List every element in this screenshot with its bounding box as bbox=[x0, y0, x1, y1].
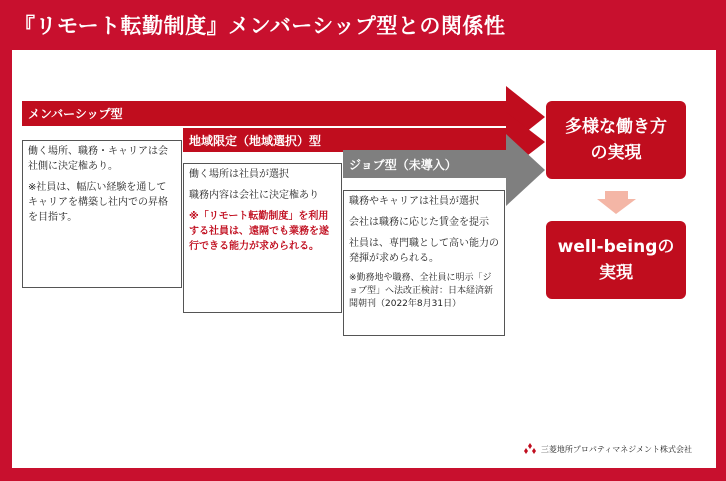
region-header: 地域限定（地域選択）型 bbox=[189, 133, 322, 148]
region-box bbox=[183, 163, 342, 313]
company-logo bbox=[523, 443, 692, 455]
page-title: 『リモート転勤制度』メンバーシップ型との関係性 bbox=[14, 14, 506, 38]
job-band bbox=[343, 150, 506, 178]
job-line-1: 職務やキャリアは社員が選択 bbox=[349, 196, 479, 207]
company-name: 三菱地所プロパティマネジメント株式会社 bbox=[540, 444, 692, 454]
result-line-2: 実現 bbox=[599, 263, 633, 283]
membership-band bbox=[22, 101, 506, 126]
membership-line-1: 働く場所、職務・キャリアは会社側に決定権あり。 bbox=[28, 146, 168, 172]
goal-line-2: の実現 bbox=[590, 143, 642, 163]
job-line-4: ※勤務地や職務、全社員に明示「ジョブ型」へ法改正検討：日本経済新聞朝刊（2022年8月31日） bbox=[349, 273, 494, 309]
region-line-3: ※「リモート転勤制度」を利用する社員は、遠隔でも業務を遂行できる能力が求められる。 bbox=[189, 211, 329, 252]
goal-line-1: 多様な働き方 bbox=[565, 117, 667, 137]
job-line-2: 会社は職務に応じた賃金を提示 bbox=[349, 217, 489, 228]
membership-line-2: ※社員は、幅広い経験を通してキャリアを構築し社内での昇格を目指す。 bbox=[28, 182, 168, 223]
result-box bbox=[546, 221, 686, 299]
region-line-1: 働く場所は社員が選択 bbox=[189, 169, 289, 180]
region-line-2: 職務内容は会社に決定権あり bbox=[189, 190, 319, 201]
goal-box bbox=[546, 101, 686, 179]
job-header: ジョブ型（未導入） bbox=[349, 157, 457, 172]
job-box bbox=[343, 190, 505, 336]
down-arrow bbox=[597, 191, 636, 214]
region-band bbox=[183, 128, 506, 152]
result-line-1: well-beingの bbox=[557, 237, 675, 257]
job-line-3: 社員は、専門職として高い能力の発揮が求められる。 bbox=[349, 238, 499, 264]
membership-header: メンバーシップ型 bbox=[28, 107, 123, 121]
membership-box bbox=[22, 140, 182, 288]
three-diamonds-icon bbox=[523, 443, 537, 455]
